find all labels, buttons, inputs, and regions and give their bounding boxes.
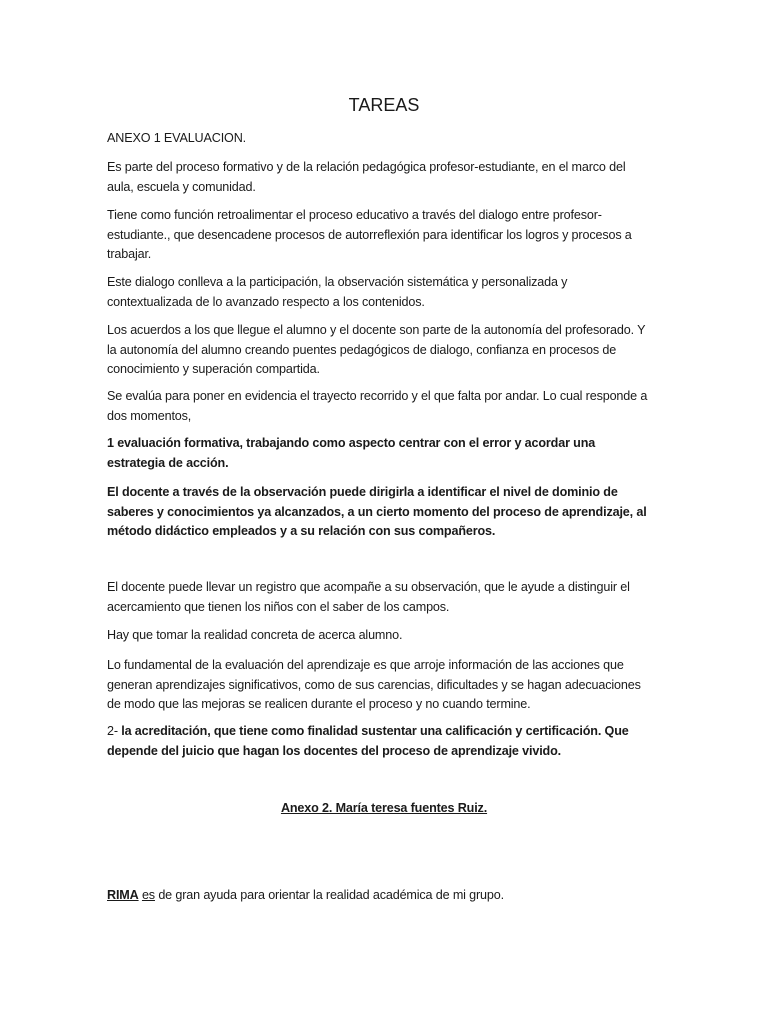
annex2-heading: Anexo 2. María teresa fuentes Ruiz.: [280, 801, 488, 815]
paragraph-teacher-record: El docente puede llevar un registro que acompañe a su observación, que le ayude a distinguir el acercamiento que tienen los niños con el saber de los campos.: [107, 580, 630, 614]
paragraph-dialogue: Este dialogo conlleva a la participación, la observación sistemática y personalizada y contextualizada de lo avanzado respecto a los contenidos.: [107, 275, 568, 309]
paragraph-definition: Es parte del proceso formativo y de la relación pedagógica profesor-estudiante, en el marco del aula, escuela y comunidad.: [107, 160, 626, 194]
paragraph-concrete-reality: Hay que tomar la realidad concreta de acerca alumno.: [107, 628, 403, 642]
paragraph-evaluation-purpose: Se evalúa para poner en evidencia el trayecto recorrido y el que falta por andar. Lo cual responde a dos momentos,: [107, 389, 648, 423]
accreditation-text: la acreditación, que tiene como finalidad sustentar una calificación y certificación. Que depende del juicio que hagan los docentes del proceso de aprendizaje vivido.: [107, 724, 629, 758]
paragraph-fundamental: Lo fundamental de la evaluación del aprendizaje es que arroje información de las acciones que generan aprendizajes significativos, como de sus carencias, dificultades y se hagan adecuaciones de modo que las mejoras se realicen durante el proceso y no cuando termine.: [107, 658, 641, 711]
accreditation-prefix: 2-: [107, 724, 122, 738]
paragraph-function: Tiene como función retroalimentar el proceso educativo a través del dialogo entre profesor-estudiante., que desencadene procesos de autorreflexión para identificar los logros y procesos a trabajar.: [107, 208, 632, 261]
document-title: TAREAS: [348, 95, 420, 115]
paragraph-agreements: Los acuerdos a los que llegue el alumno y el docente son parte de la autonomía del profesorado. Y la autonomía del alumno creando puentes pedagógicos de dialogo, confianza en procesos de conocimiento y superación compartida.: [107, 323, 646, 376]
paragraph-formative-evaluation: 1 evaluación formativa, trabajando como aspecto centrar con el error y acordar una estrategia de acción.: [107, 436, 596, 470]
paragraph-rima: [107, 886, 655, 906]
rima-es-word: es: [141, 888, 155, 902]
rima-word: RIMA: [107, 888, 139, 902]
paragraph-accreditation: [107, 722, 655, 761]
paragraph-annex1-heading: ANEXO 1 EVALUACION.: [107, 131, 246, 145]
paragraph-teacher-observation: El docente a través de la observación puede dirigirla a identificar el nivel de dominio de saberes y conocimientos ya alcanzados, a un cierto momento del proceso de aprendizaje, al método didáctico empleados y a su relación con sus compañeros.: [107, 485, 647, 538]
rima-rest-text: de gran ayuda para orientar la realidad académica de mi grupo.: [154, 888, 504, 902]
